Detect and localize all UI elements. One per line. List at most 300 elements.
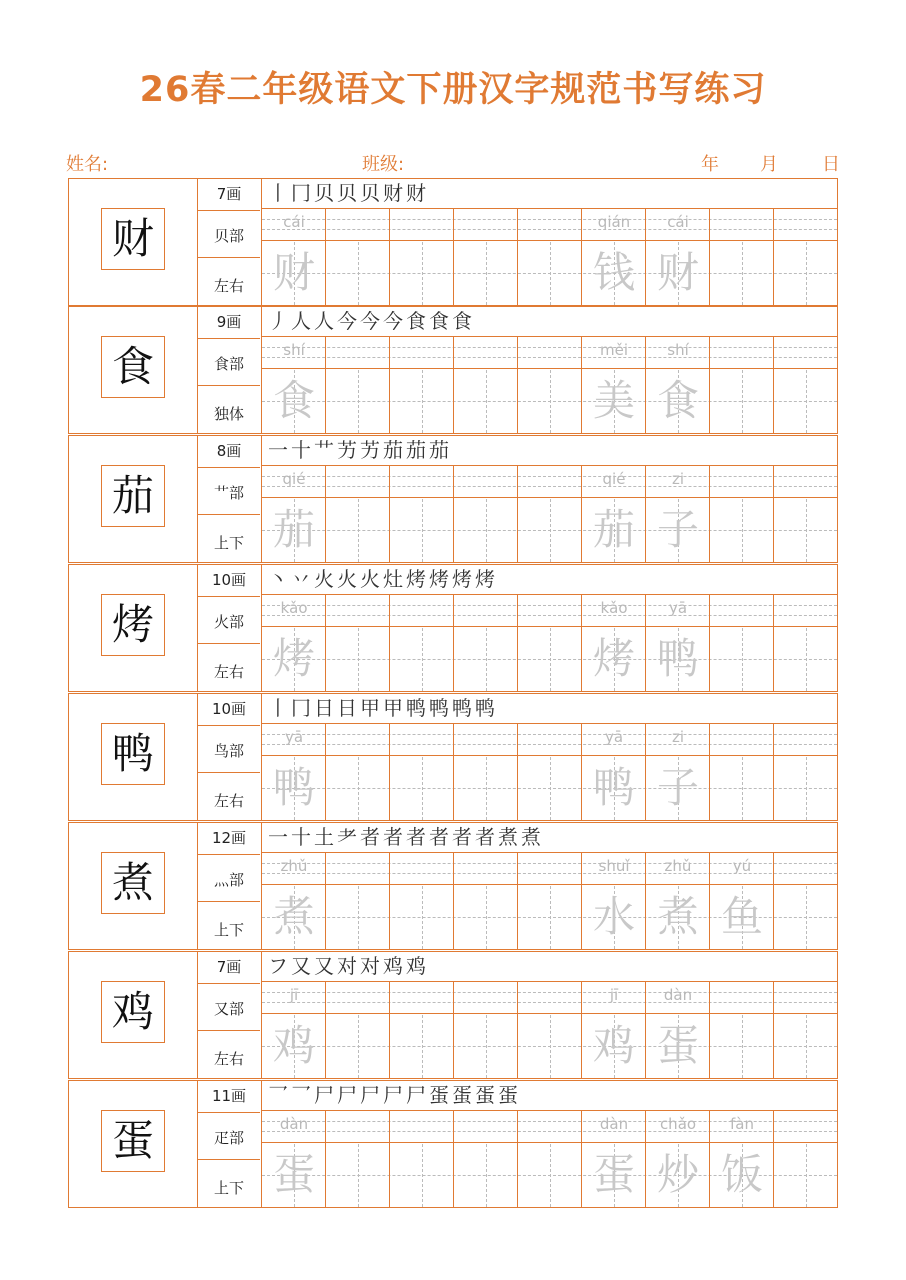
stroke-step: 今 xyxy=(337,309,357,333)
structure-label: 左右 xyxy=(213,277,244,295)
stroke-count: 8画 xyxy=(198,436,260,468)
model-char-cell xyxy=(68,822,198,950)
char-row xyxy=(68,306,838,434)
radical-label: 火部 xyxy=(198,596,260,644)
writing-cell[interactable] xyxy=(646,1111,710,1207)
stroke-step: 鸡 xyxy=(406,954,426,978)
writing-cell[interactable] xyxy=(262,595,326,691)
pinyin-text: yú xyxy=(732,857,752,875)
pinyin-text: dàn xyxy=(663,986,693,1004)
cell-guide-line xyxy=(422,242,423,305)
stroke-step: 火 xyxy=(337,567,357,591)
writing-cell[interactable] xyxy=(454,982,518,1078)
stroke-step: 烤 xyxy=(452,567,472,591)
radical-label: 艹部 xyxy=(198,467,260,515)
cell-guide-line xyxy=(742,628,743,691)
stroke-step: 鸭 xyxy=(475,696,495,720)
trace-char: 蛋 xyxy=(656,1021,699,1070)
writing-cell[interactable] xyxy=(390,853,454,949)
stroke-order xyxy=(262,822,838,853)
writing-cell[interactable] xyxy=(262,209,326,305)
stroke-step: 冂 xyxy=(291,181,311,205)
writing-cell[interactable] xyxy=(518,1111,582,1207)
cell-guide-line xyxy=(358,370,359,433)
stroke-step: 丿 xyxy=(268,309,288,333)
writing-cell[interactable] xyxy=(454,337,518,433)
cell-guide-line xyxy=(486,886,487,949)
pinyin-text: yā xyxy=(668,599,688,617)
structure-label: 左右 xyxy=(213,1050,244,1068)
pinyin-text: qié xyxy=(602,470,626,488)
pinyin-text: zhǔ xyxy=(280,857,308,875)
writing-cell[interactable] xyxy=(454,724,518,820)
cell-guide-line xyxy=(486,1144,487,1207)
char-info xyxy=(198,564,262,692)
cell-guide-line xyxy=(422,1015,423,1078)
writing-cell[interactable] xyxy=(710,209,774,305)
trace-char: 炒 xyxy=(656,1150,699,1199)
pinyin-text: zi xyxy=(671,728,685,746)
writing-cell[interactable] xyxy=(774,1111,838,1207)
char-info xyxy=(198,306,262,434)
stroke-step: 今 xyxy=(383,309,403,333)
trace-char: 子 xyxy=(656,763,699,812)
stroke-step: 乛 xyxy=(268,1083,288,1107)
writing-cell[interactable] xyxy=(710,466,774,562)
writing-cell[interactable] xyxy=(326,595,390,691)
stroke-step: 丨 xyxy=(268,696,288,720)
char-row xyxy=(68,178,838,306)
pinyin-text: yā xyxy=(604,728,624,746)
cell-guide-line xyxy=(486,628,487,691)
stroke-step: 艻 xyxy=(337,438,357,462)
stroke-step: 茄 xyxy=(406,438,426,462)
writing-cell[interactable] xyxy=(710,595,774,691)
pinyin-text: kǎo xyxy=(600,599,628,617)
trace-char: 蛋 xyxy=(592,1150,635,1199)
char-info xyxy=(198,951,262,1079)
writing-cell[interactable] xyxy=(646,466,710,562)
stroke-step: 鸭 xyxy=(406,696,426,720)
trace-char: 美 xyxy=(592,376,635,425)
writing-cell[interactable] xyxy=(710,1111,774,1207)
radical-label: 灬部 xyxy=(198,854,260,902)
stroke-step: 艹 xyxy=(314,438,334,462)
writing-cell[interactable] xyxy=(454,1111,518,1207)
stroke-order xyxy=(262,306,838,337)
char-info xyxy=(198,1080,262,1208)
writing-cell[interactable] xyxy=(262,337,326,433)
stroke-step: 丨 xyxy=(268,181,288,205)
cell-guide-line xyxy=(358,1015,359,1078)
stroke-step: 者 xyxy=(452,825,472,849)
pinyin-text: qié xyxy=(282,470,306,488)
stroke-step: 灶 xyxy=(383,567,403,591)
writing-cell[interactable] xyxy=(326,337,390,433)
stroke-count: 11画 xyxy=(198,1081,260,1113)
structure-label: 上下 xyxy=(213,1179,244,1197)
cell-guide-line xyxy=(358,1144,359,1207)
pinyin-text: zhǔ xyxy=(664,857,692,875)
pinyin-text: shuǐ xyxy=(598,857,630,875)
stroke-step: 烤 xyxy=(429,567,449,591)
writing-cell[interactable] xyxy=(646,337,710,433)
writing-cell[interactable] xyxy=(646,595,710,691)
writing-cell[interactable] xyxy=(774,724,838,820)
trace-char: 鸭 xyxy=(592,763,635,812)
writing-cell[interactable] xyxy=(710,724,774,820)
writing-cell[interactable] xyxy=(646,724,710,820)
stroke-step: 土 xyxy=(314,825,334,849)
writing-cell[interactable] xyxy=(262,853,326,949)
trace-char: 烤 xyxy=(592,634,635,683)
stroke-count: 9画 xyxy=(198,307,260,339)
cell-guide-line xyxy=(486,370,487,433)
cell-guide-line xyxy=(358,499,359,562)
cell-guide-line xyxy=(742,757,743,820)
pinyin-text: shí xyxy=(667,341,689,359)
writing-cell[interactable] xyxy=(582,466,646,562)
char-row xyxy=(68,693,838,821)
trace-char: 茄 xyxy=(592,505,635,554)
writing-cell[interactable] xyxy=(774,337,838,433)
writing-grid xyxy=(262,466,838,563)
writing-cell[interactable] xyxy=(646,209,710,305)
stroke-step: 又 xyxy=(291,954,311,978)
trace-char: 茄 xyxy=(272,505,315,554)
pinyin-text: dàn xyxy=(599,1115,629,1133)
writing-cell[interactable] xyxy=(326,1111,390,1207)
stroke-count: 12画 xyxy=(198,823,260,855)
writing-cell[interactable] xyxy=(518,466,582,562)
writing-cell[interactable] xyxy=(582,1111,646,1207)
cell-guide-line xyxy=(358,628,359,691)
writing-cell[interactable] xyxy=(582,724,646,820)
stroke-step: 财 xyxy=(383,181,403,205)
writing-grid xyxy=(262,595,838,692)
structure-label: 上下 xyxy=(213,921,244,939)
stroke-step: 一 xyxy=(268,825,288,849)
cell-guide-line xyxy=(806,370,807,433)
trace-char: 财 xyxy=(656,248,699,297)
stroke-step: 烤 xyxy=(406,567,426,591)
stroke-step: 者 xyxy=(406,825,426,849)
writing-cell[interactable] xyxy=(774,982,838,1078)
model-char-cell xyxy=(68,306,198,434)
cell-guide-line xyxy=(550,886,551,949)
pinyin-text: jī xyxy=(289,986,299,1004)
stroke-step: 人 xyxy=(314,309,334,333)
stroke-count: 10画 xyxy=(198,694,260,726)
stroke-step: 蛋 xyxy=(475,1083,495,1107)
char-info xyxy=(198,693,262,821)
page-title: 26春二年级语文下册汉字规范书写练习 xyxy=(139,70,767,110)
radical-label: 鸟部 xyxy=(198,725,260,773)
stroke-step: 丷 xyxy=(291,567,311,591)
writing-cell[interactable] xyxy=(518,595,582,691)
stroke-order xyxy=(262,435,838,466)
char-row xyxy=(68,951,838,1079)
cell-guide-line xyxy=(486,1015,487,1078)
pinyin-text: jī xyxy=(609,986,619,1004)
cell-guide-line xyxy=(422,1144,423,1207)
writing-cell[interactable] xyxy=(710,853,774,949)
model-char-cell xyxy=(68,178,198,306)
char-row xyxy=(68,564,838,692)
writing-cell[interactable] xyxy=(454,595,518,691)
cell-guide-line xyxy=(358,757,359,820)
stroke-count: 10画 xyxy=(198,565,260,597)
writing-cell[interactable] xyxy=(262,1111,326,1207)
structure-label: 左右 xyxy=(213,663,244,681)
stroke-step: 茄 xyxy=(383,438,403,462)
writing-grid xyxy=(262,853,838,950)
writing-cell[interactable] xyxy=(582,209,646,305)
trace-char: 煮 xyxy=(272,892,315,941)
stroke-step: 贝 xyxy=(337,181,357,205)
day-label: 日 xyxy=(822,154,840,175)
trace-char: 煮 xyxy=(656,892,699,941)
writing-cell[interactable] xyxy=(262,982,326,1078)
trace-char: 子 xyxy=(656,505,699,554)
model-char: 鸭 xyxy=(101,723,165,785)
trace-char: 烤 xyxy=(272,634,315,683)
cell-guide-line xyxy=(550,242,551,305)
model-char: 蛋 xyxy=(101,1110,165,1172)
char-row xyxy=(68,822,838,950)
writing-cell[interactable] xyxy=(262,466,326,562)
stroke-count: 7画 xyxy=(198,179,260,211)
stroke-step: 耂 xyxy=(337,825,357,849)
stroke-step: 日 xyxy=(314,696,334,720)
stroke-step: フ xyxy=(268,954,288,978)
stroke-step: 烤 xyxy=(475,567,495,591)
model-char: 财 xyxy=(101,208,165,270)
structure-label: 独体 xyxy=(213,405,244,423)
pinyin-text: fàn xyxy=(730,1115,754,1133)
stroke-step: 对 xyxy=(337,954,357,978)
stroke-step: 者 xyxy=(383,825,403,849)
cell-guide-line xyxy=(742,370,743,433)
stroke-step: 十 xyxy=(291,825,311,849)
cell-guide-line xyxy=(742,1015,743,1078)
stroke-step: 丶 xyxy=(268,567,288,591)
writing-cell[interactable] xyxy=(710,982,774,1078)
writing-cell[interactable] xyxy=(326,982,390,1078)
year-label: 年 xyxy=(701,154,719,175)
cell-guide-line xyxy=(806,1015,807,1078)
cell-guide-line xyxy=(422,499,423,562)
char-row xyxy=(68,1080,838,1208)
writing-cell[interactable] xyxy=(390,724,454,820)
stroke-step: 尸 xyxy=(337,1083,357,1107)
stroke-step: 甲 xyxy=(360,696,380,720)
cell-guide-line xyxy=(422,886,423,949)
stroke-step: 对 xyxy=(360,954,380,978)
writing-cell[interactable] xyxy=(646,853,710,949)
char-info xyxy=(198,435,262,563)
writing-cell[interactable] xyxy=(518,724,582,820)
writing-cell[interactable] xyxy=(454,209,518,305)
cell-guide-line xyxy=(422,370,423,433)
trace-char: 鸡 xyxy=(592,1021,635,1070)
stroke-step: 一 xyxy=(268,438,288,462)
writing-cell[interactable] xyxy=(390,595,454,691)
writing-cell[interactable] xyxy=(582,982,646,1078)
cell-guide-line xyxy=(806,628,807,691)
stroke-step: 日 xyxy=(337,696,357,720)
cell-guide-line xyxy=(806,757,807,820)
stroke-order xyxy=(262,951,838,982)
writing-grid xyxy=(262,337,838,434)
pinyin-text: yā xyxy=(284,728,304,746)
pinyin-text: chǎo xyxy=(659,1115,697,1133)
stroke-step: 食 xyxy=(452,309,472,333)
writing-grid xyxy=(262,209,838,306)
stroke-step: 又 xyxy=(314,954,334,978)
model-char-cell xyxy=(68,564,198,692)
char-info xyxy=(198,822,262,950)
trace-char: 蛋 xyxy=(272,1150,315,1199)
month-label: 月 xyxy=(760,154,778,175)
writing-cell[interactable] xyxy=(518,982,582,1078)
cell-guide-line xyxy=(550,757,551,820)
writing-cell[interactable] xyxy=(390,209,454,305)
stroke-step: 财 xyxy=(406,181,426,205)
pinyin-text: cái xyxy=(283,213,305,231)
char-row xyxy=(68,435,838,563)
stroke-step: 煮 xyxy=(521,825,541,849)
writing-cell[interactable] xyxy=(390,466,454,562)
writing-cell[interactable] xyxy=(326,853,390,949)
stroke-step: 今 xyxy=(360,309,380,333)
writing-cell[interactable] xyxy=(454,466,518,562)
cell-guide-line xyxy=(806,499,807,562)
writing-grid xyxy=(262,1111,838,1208)
cell-guide-line xyxy=(550,628,551,691)
writing-cell[interactable] xyxy=(518,337,582,433)
writing-grid xyxy=(262,982,838,1079)
stroke-step: 鸡 xyxy=(383,954,403,978)
stroke-step: 鸭 xyxy=(429,696,449,720)
trace-char: 食 xyxy=(656,376,699,425)
stroke-step: 尸 xyxy=(314,1083,334,1107)
writing-cell[interactable] xyxy=(774,209,838,305)
model-char: 食 xyxy=(101,336,165,398)
structure-label: 上下 xyxy=(213,534,244,552)
writing-cell[interactable] xyxy=(262,724,326,820)
cell-guide-line xyxy=(806,886,807,949)
writing-cell[interactable] xyxy=(390,337,454,433)
cell-guide-line xyxy=(550,1015,551,1078)
cell-guide-line xyxy=(742,499,743,562)
writing-cell[interactable] xyxy=(582,595,646,691)
stroke-step: 贝 xyxy=(314,181,334,205)
cell-guide-line xyxy=(806,242,807,305)
cell-guide-line xyxy=(550,370,551,433)
model-char: 烤 xyxy=(101,594,165,656)
writing-cell[interactable] xyxy=(774,853,838,949)
stroke-step: 者 xyxy=(429,825,449,849)
trace-char: 鱼 xyxy=(720,892,763,941)
model-char-cell xyxy=(68,693,198,821)
writing-cell[interactable] xyxy=(326,724,390,820)
writing-cell[interactable] xyxy=(774,466,838,562)
writing-cell[interactable] xyxy=(390,982,454,1078)
cell-guide-line xyxy=(806,1144,807,1207)
cell-guide-line xyxy=(422,628,423,691)
name-label: 姓名: xyxy=(66,154,109,175)
trace-char: 饭 xyxy=(720,1150,763,1199)
cell-guide-line xyxy=(486,499,487,562)
stroke-step: 者 xyxy=(360,825,380,849)
writing-cell[interactable] xyxy=(582,853,646,949)
stroke-step: 冂 xyxy=(291,696,311,720)
char-info xyxy=(198,178,262,306)
stroke-step: 十 xyxy=(291,438,311,462)
stroke-step: 乛 xyxy=(291,1083,311,1107)
stroke-order xyxy=(262,178,838,209)
trace-char: 钱 xyxy=(592,248,635,297)
writing-cell[interactable] xyxy=(518,209,582,305)
stroke-step: 蛋 xyxy=(429,1083,449,1107)
stroke-order xyxy=(262,564,838,595)
writing-cell[interactable] xyxy=(390,1111,454,1207)
writing-cell[interactable] xyxy=(326,466,390,562)
stroke-step: 火 xyxy=(360,567,380,591)
stroke-step: 食 xyxy=(429,309,449,333)
radical-label: 食部 xyxy=(198,338,260,386)
radical-label: 又部 xyxy=(198,983,260,1031)
trace-char: 鸡 xyxy=(272,1021,315,1070)
trace-char: 食 xyxy=(272,376,315,425)
stroke-step: 人 xyxy=(291,309,311,333)
writing-cell[interactable] xyxy=(646,982,710,1078)
trace-char: 鸭 xyxy=(656,634,699,683)
cell-guide-line xyxy=(742,242,743,305)
model-char-cell xyxy=(68,435,198,563)
radical-label: 疋部 xyxy=(198,1112,260,1160)
model-char: 煮 xyxy=(101,852,165,914)
stroke-step: 贝 xyxy=(360,181,380,205)
radical-label: 贝部 xyxy=(198,210,260,258)
writing-cell[interactable] xyxy=(326,209,390,305)
writing-cell[interactable] xyxy=(710,337,774,433)
cell-guide-line xyxy=(486,242,487,305)
trace-char: 鸭 xyxy=(272,763,315,812)
pinyin-text: shí xyxy=(283,341,305,359)
model-char-cell xyxy=(68,951,198,1079)
stroke-step: 者 xyxy=(475,825,495,849)
writing-cell[interactable] xyxy=(454,853,518,949)
trace-char: 水 xyxy=(592,892,635,941)
writing-cell[interactable] xyxy=(582,337,646,433)
stroke-step: 食 xyxy=(406,309,426,333)
model-char: 茄 xyxy=(101,465,165,527)
stroke-step: 尸 xyxy=(383,1083,403,1107)
stroke-step: 蛋 xyxy=(498,1083,518,1107)
writing-cell[interactable] xyxy=(774,595,838,691)
writing-cell[interactable] xyxy=(518,853,582,949)
stroke-order xyxy=(262,1080,838,1111)
stroke-step: 甲 xyxy=(383,696,403,720)
class-label: 班级: xyxy=(362,154,405,175)
model-char-cell xyxy=(68,1080,198,1208)
stroke-step: 尸 xyxy=(406,1083,426,1107)
stroke-step: 煮 xyxy=(498,825,518,849)
cell-guide-line xyxy=(358,886,359,949)
trace-char: 财 xyxy=(272,248,315,297)
